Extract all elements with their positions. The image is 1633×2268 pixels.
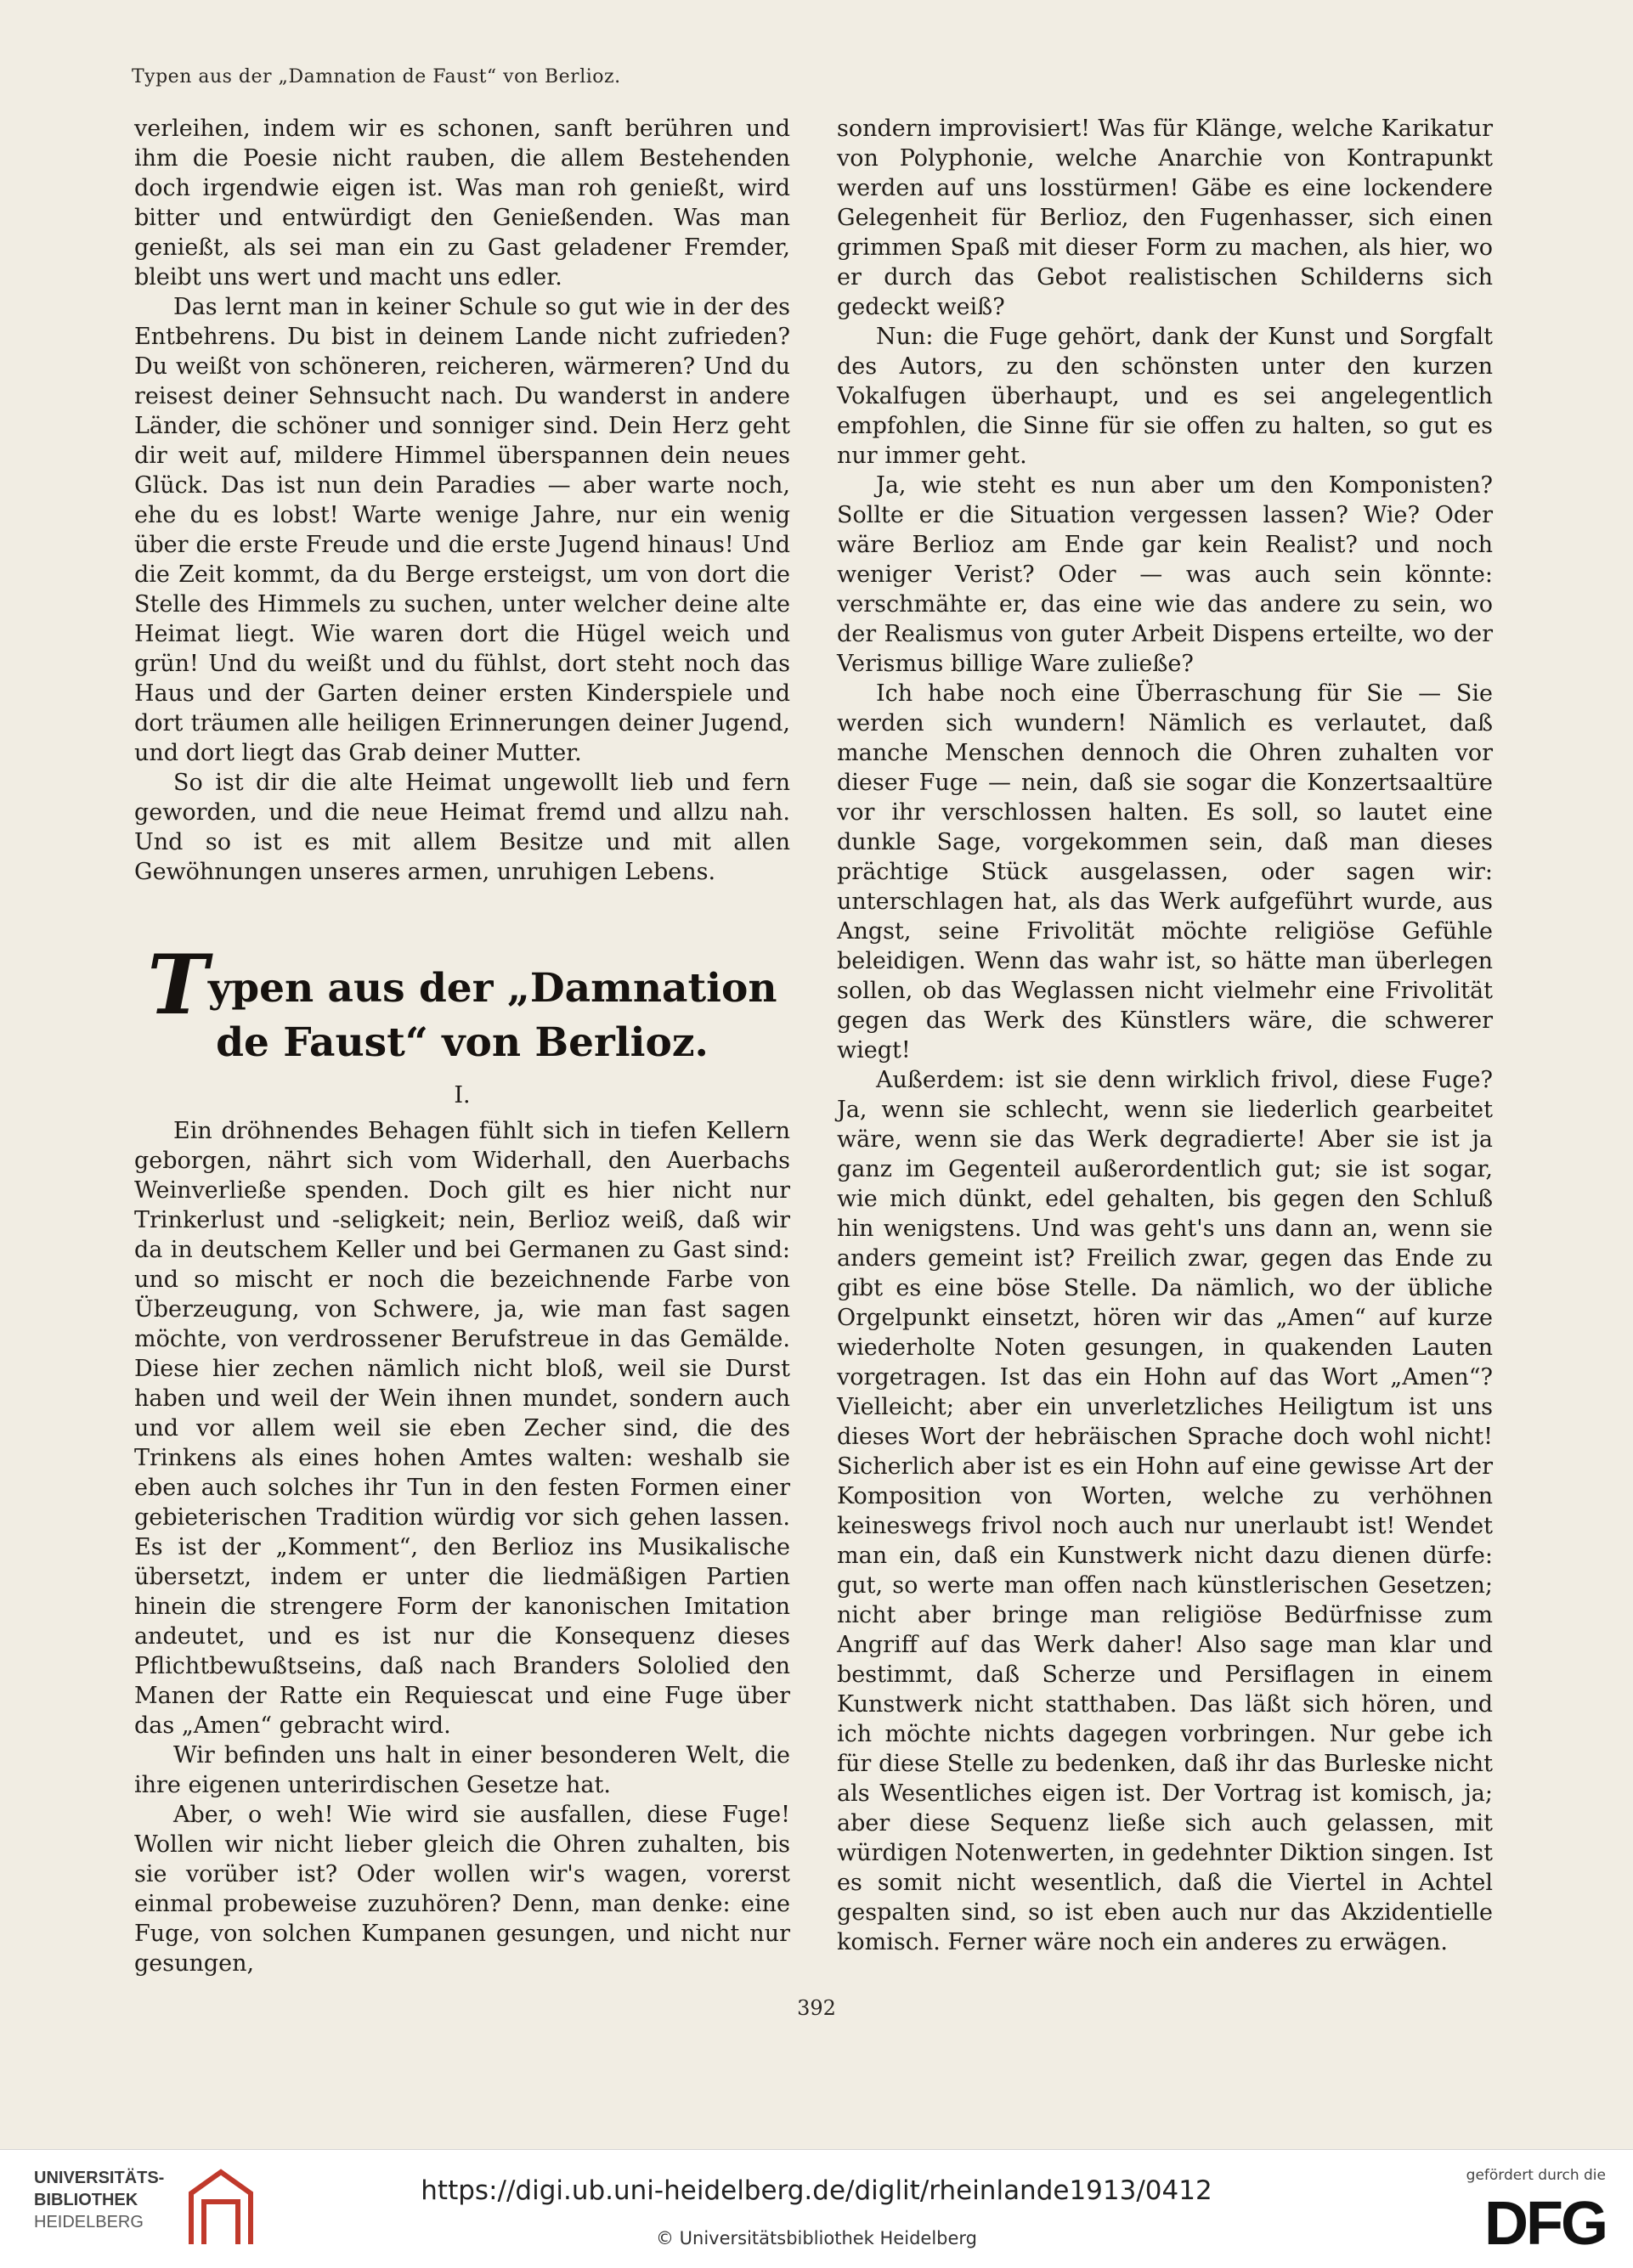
left-column	[134, 114, 790, 1978]
page-url-link[interactable]: https://digi.ub.uni-heidelberg.de/diglit/rheinlande1913/0412	[421, 2175, 1212, 2206]
title-initial: T	[147, 937, 208, 1033]
logo-line: BIBLIOTHEK	[34, 2191, 138, 2209]
dfg-funding-logo[interactable]	[1444, 2167, 1606, 2260]
page-number: 392	[797, 1996, 836, 2020]
paragraph: Aber, o weh! Wie wird sie ausfallen, diese Fuge! Wollen wir nicht lieber gleich die Ohren zuhalten, bis sie vorüber ist? Oder wollen wir's wagen, vorerst einmal probeweise zuzuhören? Denn, man denke: eine Fuge, von solchen Kumpanen gesungen, und nicht nur gesungen,	[134, 1802, 790, 1977]
dfg-logo-text: DFG	[1484, 2190, 1606, 2258]
article-title	[134, 937, 790, 1070]
title-text: ypen aus der „Damnation de Faust“ von Berlioz.	[207, 965, 777, 1066]
logo-line: UNIVERSITÄTS-	[34, 2169, 165, 2187]
paragraph: sondern improvisiert! Was für Klänge, welche Karikatur von Polyphonie, welche Anarchie von Kontrapunkt werden auf uns losstürmen! Gäbe es eine lockendere Gelegenheit für Berlioz, den Fugenhasser, sich einen grimmen Spaß mit dieser Form zu machen, als hier, wo er durch das Gebot realistischen Schilderns sich gedeckt weiß?	[837, 116, 1493, 320]
funding-caption: gefördert durch die	[1466, 2167, 1606, 2184]
paragraph: Ich habe noch eine Überraschung für Sie — Sie werden sich wundern! Nämlich es verlautet, daß manche Menschen dennoch die Ohren zuhalten vor dieser Fuge — nein, daß sie sogar die Konzertsaaltüre vor ihr verschlossen halten. Es soll, so lautet eine dunkle Sage, vorgekommen sein, daß man dieses prächtige Stück ausgelassen, oder sagen wir: unterschlagen hat, als das Werk aufgeführt wurde, aus Angst, seine Frivolität möchte religiöse Gefühle beleidigen. Wenn das wahr ist, so hätte man überlegen sollen, ob das Weglassen nicht vielmehr eine Frivolität gegen das Werk des Künstlers wäre, die schwerer wiegt!	[837, 680, 1493, 1063]
logo-line: HEIDELBERG	[34, 2213, 144, 2231]
paragraph: So ist dir die alte Heimat ungewollt lieb und fern geworden, und die neue Heimat fremd und allzu nah. Und so ist es mit allem Besitze und mit allen Gewöhnungen unseres armen, unruhigen Lebens.	[134, 770, 790, 885]
viewer-footer	[0, 2149, 1633, 2268]
paragraph: Ein dröhnendes Behagen fühlt sich in tiefen Kellern geborgen, nährt sich vom Widerhall, den Auerbachs Weinverließe spenden. Doch gilt es hier nicht nur Trinkerlust und -seligkeit; nein, Berlioz weiß, daß wir da in deutschem Keller und bei Germanen zu Gast sind: und so mischt er noch die bezeichnende Farbe von Überzeugung, von Schwere, ja, wie man fast sagen möchte, von verdrossener Berufstreue in das Gemälde. Diese hier zechen nämlich nicht bloß, weil sie Durst haben und weil der Wein ihnen mundet, sondern auch und vor allem weil sie eben Zecher sind, die des Trinkens als eines hohen Amtes walten: weshalb sie eben auch solches ihr Tun in den festen Formen einer gebieterischen Tradition würdig vor sich gehen lassen. Es ist der „Komment“, den Berlioz ins Musikalische übersetzt, indem er unter die liedmäßigen Partien hinein die strengere Form der kanonischen Imitation andeutet, und es ist nur die Konsequenz dieses Pflichtbewußtseins, daß nach Branders Sololied den Manen der Ratte ein Requiescat und eine Fuge über das „Amen“ gebracht wird.	[134, 1118, 790, 1739]
paragraph: verleihen, indem wir es schonen, sanft berühren und ihm die Poesie nicht rauben, die allem Bestehenden doch irgendwie eigen ist. Was man roh genießt, wird bitter und entwürdigt den Genießenden. Was man genießt, als sei man ein zu Gast geladener Fremder, bleibt uns wert und macht uns edler.	[134, 116, 790, 291]
paragraph: Außerdem: ist sie denn wirklich frivol, diese Fuge? Ja, wenn sie schlecht, wenn sie liederlich gearbeitet wäre, wenn sie das Werk degradierte! Aber sie ist ja ganz im Gegenteil außerordentlich gut; sie ist sogar, wie mich dünkt, edel gehalten, bis gegen den Schluß hin wenigstens. Und was geht's uns dann an, wenn sie anders gemeint ist? Freilich zwar, gegen das Ende zu gibt es eine böse Stelle. Da nämlich, wo der übliche Orgelpunkt einsetzt, hören wir das „Amen“ auf kurze wiederholte Noten gesungen, in quakenden Lauten vorgetragen. Ist das ein Hohn auf das Wort „Amen“? Vielleicht; aber ein unverletzliches Heiligtum ist uns dieses Wort der hebräischen Sprache doch wohl nicht! Sicherlich aber ist es ein Hohn auf eine gewisse Art der Komposition von Worten, welche zu verhöhnen keineswegs frivol noch auch nur unerlaubt ist! Wendet man ein, daß ein Kunstwerk nicht dazu dienen dürfe: gut, so werte man offen nach künstlerischen Gesetzen; nicht aber bringe man religiöse Bedürfnisse zum Angriff auf das Werk daher! Also sage man klar und bestimmt, daß Scherze und Persiflagen in einem Kunstwerk nicht statthaben. Das läßt sich hören, und ich möchte nichts dagegen vorbringen. Nur gebe ich für diese Stelle zu bedenken, daß ihr das Burleske nicht als Wesentliches eigen ist. Der Vortrag ist komisch, ja; aber diese Sequenz ließe sich auch gelassen, mit würdigen Notenwerten, in gedehnter Diktion singen. Ist es somit nicht wesentlich, daß die Viertel in Achtel gespalten sind, so ist eben auch nur das Akzidentielle komisch. Ferner wäre noch ein anderes zu erwägen.	[837, 1067, 1493, 1955]
copyright-notice: © Universitätsbibliothek Heidelberg	[655, 2228, 977, 2248]
paragraph: Nun: die Fuge gehört, dank der Kunst und Sorgfalt des Autors, zu den schönsten unter den kurzen Vokalfugen überhaupt, und es sei angelegentlich empfohlen, die Sinne für sie offen zu halten, so gut es nur immer geht.	[837, 324, 1493, 469]
paragraph: Ja, wie steht es nun aber um den Komponisten? Sollte er die Situation vergessen lassen? Wie? Oder wäre Berlioz am Ende gar kein Realist? und noch weniger Verist? Oder — was auch sein könnte: verschmähte er, das eine wie das andere zu sein, wo der Realismus von guter Arbeit Dispens erteilte, wo der Verismus billige Ware zuließe?	[837, 472, 1493, 677]
section-number: I.	[454, 1082, 471, 1109]
right-column	[837, 114, 1493, 1957]
paragraph: Das lernt man in keiner Schule so gut wie in der des Entbehrens. Du bist in deinem Lande nicht zufrieden? Du weißt von schöneren, reicheren, wärmeren? Und du reisest deiner Sehnsucht nach. Du wanderst in andere Länder, die schöner und sonniger sind. Dein Herz geht dir weit auf, mildere Himmel überspannen dein neues Glück. Das ist nun dein Paradies — aber warte noch, ehe du es lobst! Warte wenige Jahre, nur ein wenig über die erste Freude und die erste Jugend hinaus! Und die Zeit kommt, da du Berge ersteigst, um von dort die Stelle des Himmels zu suchen, unter welcher deine alte Heimat liegt. Wie waren dort die Hügel weich und grün! Und du weißt und du fühlst, dort steht noch das Haus und der Garten deiner ersten Kinderspiele und dort träumen alle heiligen Erinnerungen deiner Jugend, und dort liegt das Grab deiner Mutter.	[134, 294, 790, 766]
running-head: Typen aus der „Damnation de Faust“ von Berlioz.	[132, 66, 621, 87]
paragraph: Wir befinden uns halt in einer besonderen Welt, die ihre eigenen unterirdischen Gesetze hat.	[134, 1742, 790, 1798]
